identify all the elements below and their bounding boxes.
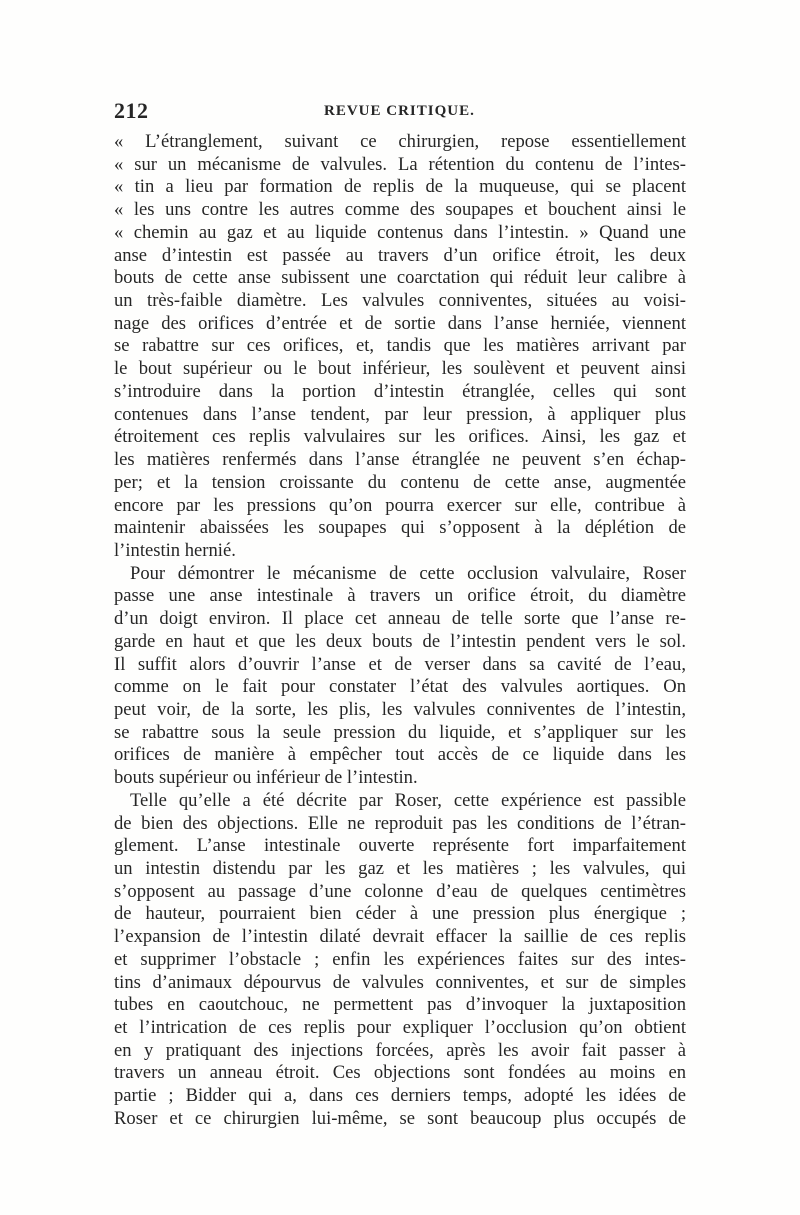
text-line: glement. L’anse intestinale ouverte représente fort imparfaitement: [114, 835, 686, 857]
text-line: le bout supérieur ou le bout inférieur, les soulèvent et peuvent ainsi: [114, 358, 686, 380]
text-line: tubes en caoutchouc, ne permettent pas d’invoquer la juxtaposition: [114, 994, 686, 1016]
text-line: d’un doigt environ. Il place cet anneau de telle sorte que l’anse re-: [114, 608, 686, 630]
text-line: orifices de manière à empêcher tout accès de ce liquide dans les: [114, 744, 686, 766]
text-line: passe une anse intestinale à travers un orifice étroit, du diamètre: [114, 585, 686, 607]
text-line: maintenir abaissées les soupapes qui s’opposent à la déplétion de: [114, 517, 686, 539]
paragraph-start-line: Pour démontrer le mécanisme de cette occlusion valvulaire, Roser: [130, 562, 686, 584]
text-line: « tin a lieu par formation de replis de la muqueuse, qui se placent: [114, 176, 686, 198]
text-line: « sur un mécanisme de valvules. La rétention du contenu de l’intes-: [114, 153, 686, 175]
paragraph-end-line: l’intestin hernié.: [114, 539, 236, 561]
text-line: Roser et ce chirurgien lui-même, se sont beaucoup plus occupés de: [114, 1107, 686, 1129]
text-line: « chemin au gaz et au liquide contenus dans l’intestin. » Quand une: [114, 221, 686, 243]
text-line: contenues dans l’anse tendent, par leur pression, à appliquer plus: [114, 403, 686, 425]
text-line: se rabattre sous la seule pression du liquide, et s’appliquer sur les: [114, 721, 686, 743]
text-line: de hauteur, pourraient bien céder à une pression plus énergique ;: [114, 903, 686, 925]
text-line: s’opposent au passage d’une colonne d’eau de quelques centimètres: [114, 880, 686, 902]
text-line: « les uns contre les autres comme des soupapes et bouchent ainsi le: [114, 199, 686, 221]
paragraph-start-line: Telle qu’elle a été décrite par Roser, cette expérience est passible: [130, 789, 686, 811]
text-line: de bien des objections. Elle ne reproduit pas les conditions de l’étran-: [114, 812, 686, 834]
paragraph-end-line: bouts supérieur ou inférieur de l’intestin.: [114, 767, 418, 789]
running-head: REVUE CRITIQUE.: [324, 103, 475, 119]
text-line: nage des orifices d’entrée et de sortie dans l’anse herniée, viennent: [114, 312, 686, 334]
text-line: l’expansion de l’intestin dilaté devrait effacer la saillie de ces replis: [114, 926, 686, 948]
text-line: en y pratiquant des injections forcées, après les avoir fait passer à: [114, 1039, 686, 1061]
text-line: les matières renfermés dans l’anse étranglée ne peuvent s’en échap-: [114, 449, 686, 471]
text-line: s’introduire dans la portion d’intestin étranglée, celles qui sont: [114, 380, 686, 402]
text-line: et supprimer l’obstacle ; enfin les expériences faites sur des intes-: [114, 948, 686, 970]
text-line: étroitement ces replis valvulaires sur les orifices. Ainsi, les gaz et: [114, 426, 686, 448]
text-line: bouts de cette anse subissent une coarctation qui réduit leur calibre à: [114, 267, 686, 289]
text-line: partie ; Bidder qui a, dans ces derniers temps, adopté les idées de: [114, 1085, 686, 1107]
text-line: se rabattre sur ces orifices, et, tandis que les matières arrivant par: [114, 335, 686, 357]
body-text: [114, 131, 686, 1131]
page-header: [114, 98, 686, 122]
text-line: peut voir, de la sorte, les plis, les valvules conniventes de l’intestin,: [114, 698, 686, 720]
text-line: travers un anneau étroit. Ces objections sont fondées au moins en: [114, 1062, 686, 1084]
text-line: encore par les pressions qu’on pourra exercer sur elle, contribue à: [114, 494, 686, 516]
page-number: 212: [114, 98, 149, 123]
text-line: per; et la tension croissante du contenu de cette anse, augmentée: [114, 471, 686, 493]
text-line: « L’étranglement, suivant ce chirurgien, repose essentiellement: [114, 131, 686, 152]
text-line: un très-faible diamètre. Les valvules conniventes, situées au voisi-: [114, 290, 686, 312]
text-line: garde en haut et que les deux bouts de l’intestin pendent vers le sol.: [114, 630, 686, 652]
text-line: comme on le fait pour constater l’état des valvules aortiques. On: [114, 676, 686, 698]
text-line: un intestin distendu par les gaz et les matières ; les valvules, qui: [114, 858, 686, 879]
text-line: Il suffit alors d’ouvrir l’anse et de verser dans sa cavité de l’eau,: [114, 653, 686, 675]
text-line: tins d’animaux dépourvus de valvules conniventes, et sur de simples: [114, 971, 686, 993]
text-line: anse d’intestin est passée au travers d’un orifice étroit, les deux: [114, 244, 686, 266]
text-line: et l’intrication de ces replis pour expliquer l’occlusion qu’on obtient: [114, 1017, 686, 1039]
